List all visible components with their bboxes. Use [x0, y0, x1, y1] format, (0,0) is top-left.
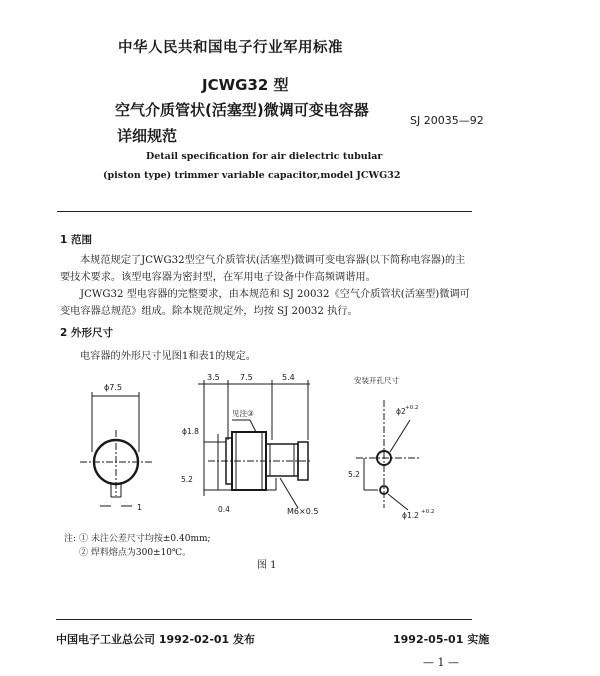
dim-phi12-tol: +0.2 [421, 509, 435, 515]
figure-notes-prefix: 注: [64, 534, 77, 544]
dim-phi2-tol: +0.2 [405, 405, 419, 411]
dim-5-2-mount: 5.2 [348, 470, 360, 479]
doc-title-line1: 空气介质管状(活塞型)微调可变电容器 [115, 101, 369, 119]
header-rule [57, 211, 472, 212]
mounting-title: 安装开孔尺寸 [354, 376, 399, 385]
dim-phi75: ϕ7.5 [104, 383, 122, 392]
english-title-line1: Detail specification for air dielectric tubular [146, 151, 383, 162]
mounting-view [356, 400, 420, 510]
section-1-para-1: 本规范规定了JCWG32型空气介质管状(活塞型)微调可变电容器(以下简称电容器)的主要技术要求。该型电容器为密封型，在军用电子设备中作高频调谐用。 [60, 255, 466, 283]
dim-note3: 见注③ [232, 409, 254, 418]
doc-title-line2: 详细规范 [117, 127, 178, 145]
section-2-heading: 2 外形尺寸 [60, 327, 113, 339]
figure-note-1: ① 未注公差尺寸均按±0.40mm; [79, 534, 211, 544]
dim-m6: M6×0.5 [287, 507, 319, 516]
footer-rule [56, 619, 472, 620]
publisher-line: 中国电子工业总公司 1992-02-01 发布 [56, 633, 256, 646]
figure-1-drawing [0, 370, 600, 530]
model-line: JCWG32 型 [202, 76, 289, 94]
section-2-para-1: 电容器的外形尺寸见图1和表1的规定。 [80, 351, 256, 362]
front-view [80, 392, 152, 506]
dim-5-2-side: 5.2 [181, 475, 193, 484]
figure-caption: 图 1 [257, 560, 277, 571]
dim-phi2: ϕ2 [396, 407, 406, 416]
dim-1: 1 [137, 503, 143, 512]
org-title: 中华人民共和国电子行业军用标准 [118, 40, 343, 56]
dim-phi18: ϕ1.8 [182, 427, 199, 436]
dim-phi12: ϕ1.2 [402, 511, 419, 520]
section-1-heading: 1 范围 [60, 234, 92, 246]
standard-number: SJ 20035—92 [410, 114, 484, 127]
implement-date: 1992-05-01 实施 [393, 633, 490, 646]
dim-5-4: 5.4 [282, 373, 295, 382]
section-1-para-2: JCWG32 型电容器的完整要求，由本规范和 SJ 20032《空气介质管状(活塞型)微调可变电容器总规范》组成。除本规范规定外，均按 SJ 20032 执行。 [60, 289, 470, 317]
page-number: — 1 — [423, 656, 459, 669]
side-view [198, 380, 312, 508]
dim-7-5: 7.5 [240, 373, 253, 382]
figure-note-2: ② 焊料熔点为300±10℃。 [79, 548, 192, 558]
english-title-line2: (piston type) trimmer variable capacitor,model JCWG32 [103, 170, 401, 181]
dim-0-4: 0.4 [218, 505, 230, 514]
dim-3-5: 3.5 [207, 373, 220, 382]
